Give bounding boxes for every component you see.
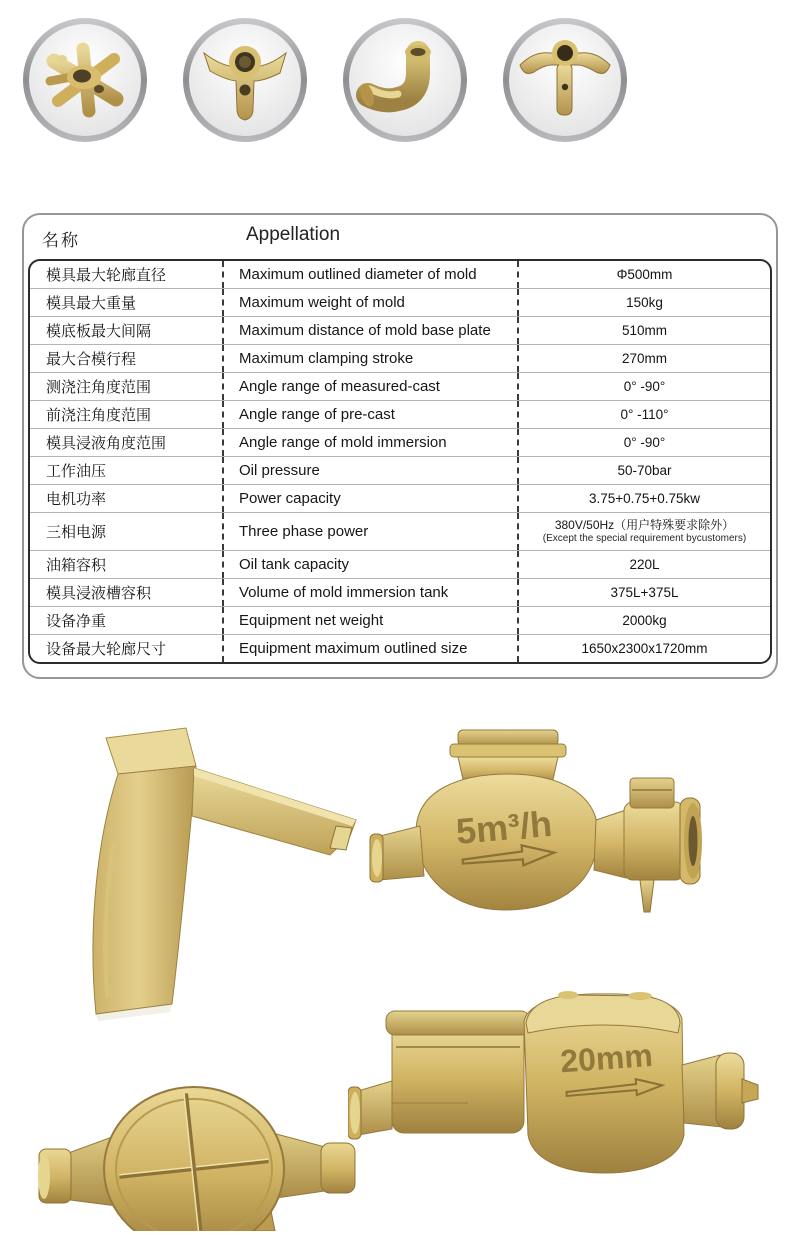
table-row [30,484,770,512]
cell-cn: 设备最大轮廊尺寸 [46,641,167,659]
cell-en: Angle range of measured-cast [222,373,519,400]
table-row [30,288,770,316]
cell-value: 270mm [621,351,667,367]
spec-table-header [24,215,776,259]
value-line-1: 380V/50Hz（用户特殊要求除外） [554,518,735,533]
part-thumbnail-2 [180,15,310,145]
cell-cn: 三相电源 [46,524,107,542]
cell-cn: 模具最大轮廊直径 [46,267,167,285]
casting-gallery [0,690,800,1231]
cross-branch-casting-icon [20,15,150,145]
cell-en: Equipment maximum outlined size [222,635,519,662]
cell-en: Angle range of pre-cast [222,401,519,428]
cell-value: 2000kg [622,613,667,629]
part-thumbnail-1 [20,15,150,145]
cell-en: Volume of mold immersion tank [222,579,519,606]
table-row [30,606,770,634]
cell-en: Maximum distance of mold base plate [222,317,519,344]
table-row [30,512,770,550]
table-row [30,316,770,344]
casting-photo-meter-top [33,1085,360,1236]
cell-value: 50-70bar [617,463,672,479]
cell-en: Oil tank capacity [222,551,519,578]
casting-photo-meter-5m3h [368,728,720,923]
cell-cn: 油箱容积 [46,556,107,574]
meter-20mm-label: 20mm [559,1036,654,1080]
header-name-en: Appellation [246,224,341,245]
cell-en: Maximum weight of mold [222,289,519,316]
cell-value: 0° -90° [623,435,666,451]
cell-cn: 电机功率 [46,491,107,509]
tri-lobe-handle-icon [180,15,310,145]
table-row [30,578,770,606]
cell-cn: 模底板最大间隔 [46,323,152,341]
cell-cn: 测浇注角度范围 [46,379,152,397]
cell-en: Maximum outlined diameter of mold [222,261,519,288]
cell-value: 375L+375L [610,585,679,600]
cell-value: 0° -90° [623,379,666,395]
table-row [30,372,770,400]
cell-cn: 最大合模行程 [46,351,137,369]
cell-en: Power capacity [222,485,519,512]
forked-stem-icon [500,15,630,145]
part-thumbnail-3 [340,15,470,145]
table-row [30,261,770,288]
cell-value: 3.75+0.75+0.75kw [588,491,701,507]
cell-value: Φ500mm [616,267,673,283]
header-name-cn: 名称 [42,231,80,250]
cell-en: Equipment net weight [222,607,519,634]
table-row [30,428,770,456]
cell-cn: 前浇注角度范围 [46,407,152,425]
cell-cn: 模具浸液角度范围 [46,435,167,453]
cell-en: Oil pressure [222,457,519,484]
table-row [30,456,770,484]
table-row [30,400,770,428]
meter-5m3h-label: 5m³/h [454,802,554,853]
part-thumbnails [0,0,800,170]
table-row [30,344,770,372]
cell-en: Three phase power [222,513,519,550]
spec-table [22,213,778,679]
spec-table-body [28,259,772,664]
cell-value: 510mm [621,323,667,339]
value-line-2: (Except the special requirement bycustomers) [542,533,747,545]
cell-cn: 工作油压 [46,463,107,481]
cell-en: Angle range of mold immersion [222,429,519,456]
part-thumbnail-4 [500,15,630,145]
elbow-pipe-icon [340,15,470,145]
table-row [30,634,770,662]
cell-value: 1650x2300x1720mm [581,641,708,657]
cell-en: Maximum clamping stroke [222,345,519,372]
casting-photo-meter-20mm [348,985,760,1195]
cell-cn: 设备净重 [46,613,107,631]
cell-value: 150kg [626,295,663,311]
table-row [30,550,770,578]
cell-value [519,513,770,550]
cell-cn: 模具浸液槽容积 [46,585,152,602]
cell-value: 220L [629,556,660,572]
cell-value: 0° -110° [620,407,669,423]
cell-cn: 模具最大重量 [46,295,137,313]
casting-photo-gamma [84,722,384,1027]
